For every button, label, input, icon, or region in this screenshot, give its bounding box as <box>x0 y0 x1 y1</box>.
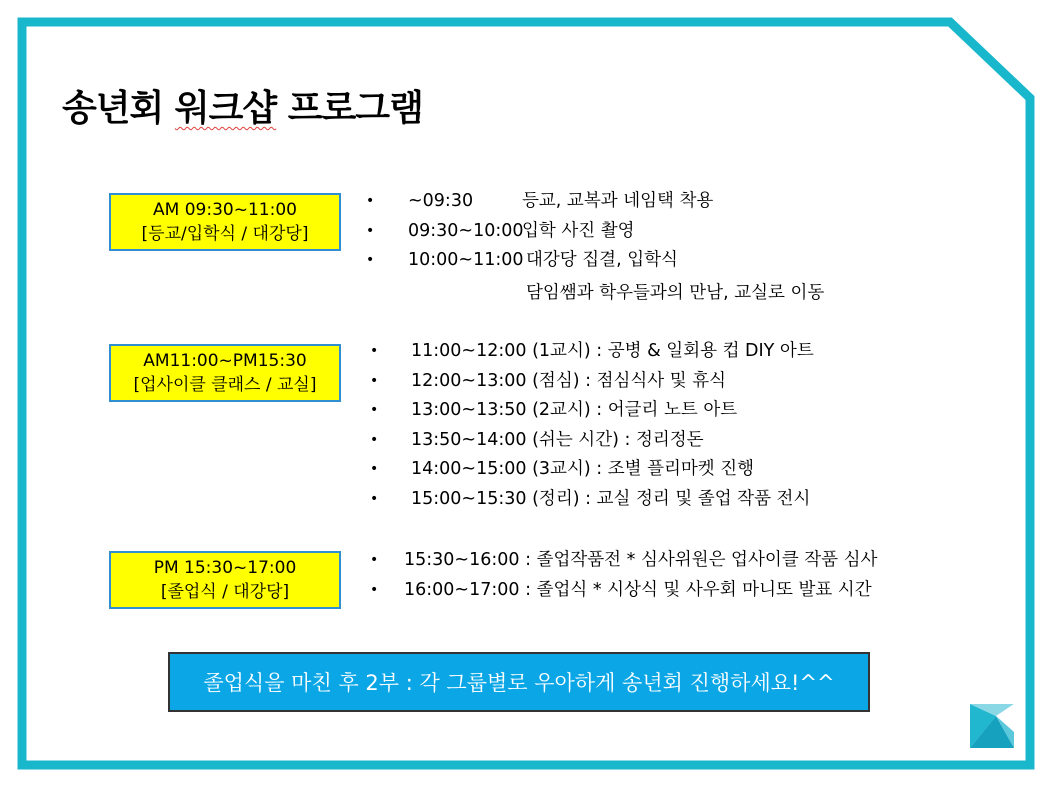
item-text: 14:00~15:00 (3교시) : 조별 플리마켓 진행 <box>411 459 755 479</box>
section-label-place: [졸업식 / 대강당] <box>160 582 290 602</box>
logo-icon <box>968 702 1016 750</box>
footer-text: 졸업식을 마친 후 2부 : 각 그룹별로 우아하게 송년회 진행하세요!^^ <box>203 671 835 695</box>
section-label-time: AM11:00~PM15:30 <box>143 351 307 371</box>
section-label-time: AM 09:30~11:00 <box>153 200 297 220</box>
bullet-icon: • <box>366 222 375 239</box>
title-part-1: 송년회 <box>62 88 175 129</box>
bullet-icon: • <box>370 372 379 389</box>
title-part-2: 워크샵 <box>174 88 277 129</box>
item-text: 15:00~15:30 (정리) : 교실 정리 및 졸업 작품 전시 <box>411 488 811 509</box>
item-time: 10:00~11:00 <box>408 250 524 270</box>
list-item-continuation: 담임쌤과 학우들과의 만남, 교실로 이동 <box>526 283 825 303</box>
bullet-icon: • <box>370 581 379 598</box>
item-text: 13:50~14:00 (쉬는 시간) : 정리정돈 <box>411 429 704 450</box>
item-text: 등교, 교복과 네임택 착용 <box>522 191 714 211</box>
item-text: 대강당 집결, 입학식 <box>526 250 678 270</box>
bullet-icon: • <box>366 252 375 268</box>
item-time: ~09:30 <box>408 191 474 211</box>
bullet-icon: • <box>370 402 379 418</box>
item-text: 11:00~12:00 (1교시) : 공병 & 일회용 컵 DIY 아트 <box>411 341 814 361</box>
bullet-icon: • <box>370 343 379 359</box>
item-time: 09:30~10:00 <box>408 220 524 241</box>
item-text: 13:00~13:50 (2교시) : 어글리 노트 아트 <box>411 400 738 420</box>
bullet-icon: • <box>370 431 379 448</box>
section-label-class <box>109 344 341 402</box>
section-label-graduation <box>109 551 341 609</box>
bullet-icon: • <box>370 552 379 568</box>
section-label-time: PM 15:30~17:00 <box>153 558 297 578</box>
footer-banner <box>168 652 870 712</box>
item-text: 12:00~13:00 (점심) : 점심식사 및 휴식 <box>411 370 727 391</box>
section-label-place: [등교/입학식 / 대강당] <box>141 224 309 244</box>
section-label-morning <box>109 193 341 251</box>
bullet-icon: • <box>366 193 375 209</box>
page-title <box>62 80 423 131</box>
item-text: 15:30~16:00 : 졸업작품전 * 심사위원은 업사이클 작품 심사 <box>404 550 878 570</box>
item-text: 입학 사진 촬영 <box>522 220 635 241</box>
bullet-icon: • <box>370 461 379 477</box>
section-label-place: [업사이클 클래스 / 교실] <box>133 375 317 395</box>
bullet-icon: • <box>370 490 379 507</box>
item-text: 16:00~17:00 : 졸업식 * 시상식 및 사우회 마니또 발표 시간 <box>404 579 872 600</box>
title-part-3: 프로그램 <box>276 88 423 129</box>
